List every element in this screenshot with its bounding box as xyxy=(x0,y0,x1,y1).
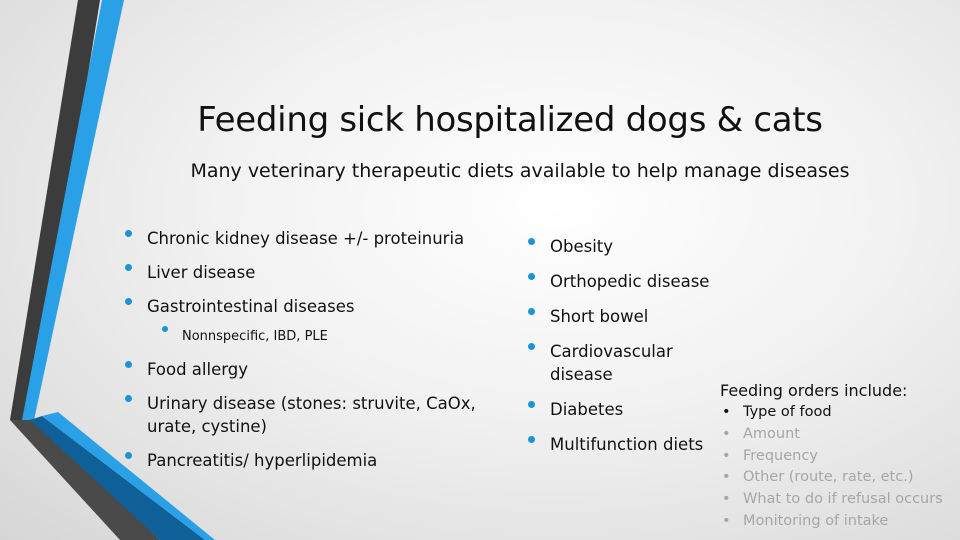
list-item: Orthopedic disease xyxy=(550,270,730,293)
feeding-orders-heading: Feeding orders include: xyxy=(720,381,908,400)
left-disease-list xyxy=(147,227,477,483)
bullet-icon xyxy=(528,238,535,245)
bullet-icon xyxy=(528,308,535,315)
list-item: Liver disease xyxy=(147,261,477,284)
sub-list-item: Nonnspecific, IBD, PLE xyxy=(182,325,477,348)
bullet-icon xyxy=(528,401,535,408)
feeding-order-item: • Frequency xyxy=(720,446,960,468)
bullet-icon: • xyxy=(722,491,731,508)
list-item: Chronic kidney disease +/- proteinuria xyxy=(147,227,477,250)
feeding-orders-box xyxy=(720,379,960,533)
slide-title: Feeding sick hospitalized dogs & cats xyxy=(197,100,823,140)
list-item: Pancreatitis/ hyperlipidemia xyxy=(147,449,477,472)
bullet-icon: • xyxy=(722,512,731,529)
list-item: Obesity xyxy=(550,235,730,258)
bullet-icon xyxy=(528,273,535,280)
list-item: Diabetes xyxy=(550,398,730,421)
list-item: Multifunction diets xyxy=(550,433,730,456)
bullet-icon: • xyxy=(722,447,731,464)
bullet-icon: • xyxy=(722,425,731,442)
list-item: Cardiovascular disease xyxy=(550,340,730,386)
bullet-icon: • xyxy=(722,469,731,486)
list-item: Urinary disease (stones: struvite, CaOx, urate, cystine) xyxy=(147,392,477,438)
bullet-icon xyxy=(528,436,535,443)
bullet-icon xyxy=(528,343,535,350)
bullet-icon xyxy=(162,326,168,332)
dark-top-stripe xyxy=(10,0,100,420)
bullet-icon xyxy=(125,298,132,305)
feeding-order-item: • Type of food xyxy=(720,402,960,424)
list-item: Gastrointestinal diseases xyxy=(147,295,477,318)
list-item: Short bowel xyxy=(550,305,730,328)
feeding-order-item: • Amount xyxy=(720,424,960,446)
list-item: Food allergy xyxy=(147,358,477,381)
feeding-order-item: • Monitoring of intake xyxy=(720,511,960,533)
bullet-icon xyxy=(125,230,132,237)
slide-subtitle: Many veterinary therapeutic diets available to help manage diseases xyxy=(190,160,850,182)
bullet-icon xyxy=(125,395,132,402)
bullet-icon: • xyxy=(722,404,731,420)
feeding-order-item: • Other (route, rate, etc.) xyxy=(720,467,960,489)
bullet-icon xyxy=(125,361,132,368)
feeding-orders-list xyxy=(720,402,960,533)
bullet-icon xyxy=(125,264,132,271)
bullet-icon xyxy=(125,452,132,459)
right-disease-list xyxy=(550,235,730,468)
feeding-order-item: • What to do if refusal occurs xyxy=(720,489,960,511)
